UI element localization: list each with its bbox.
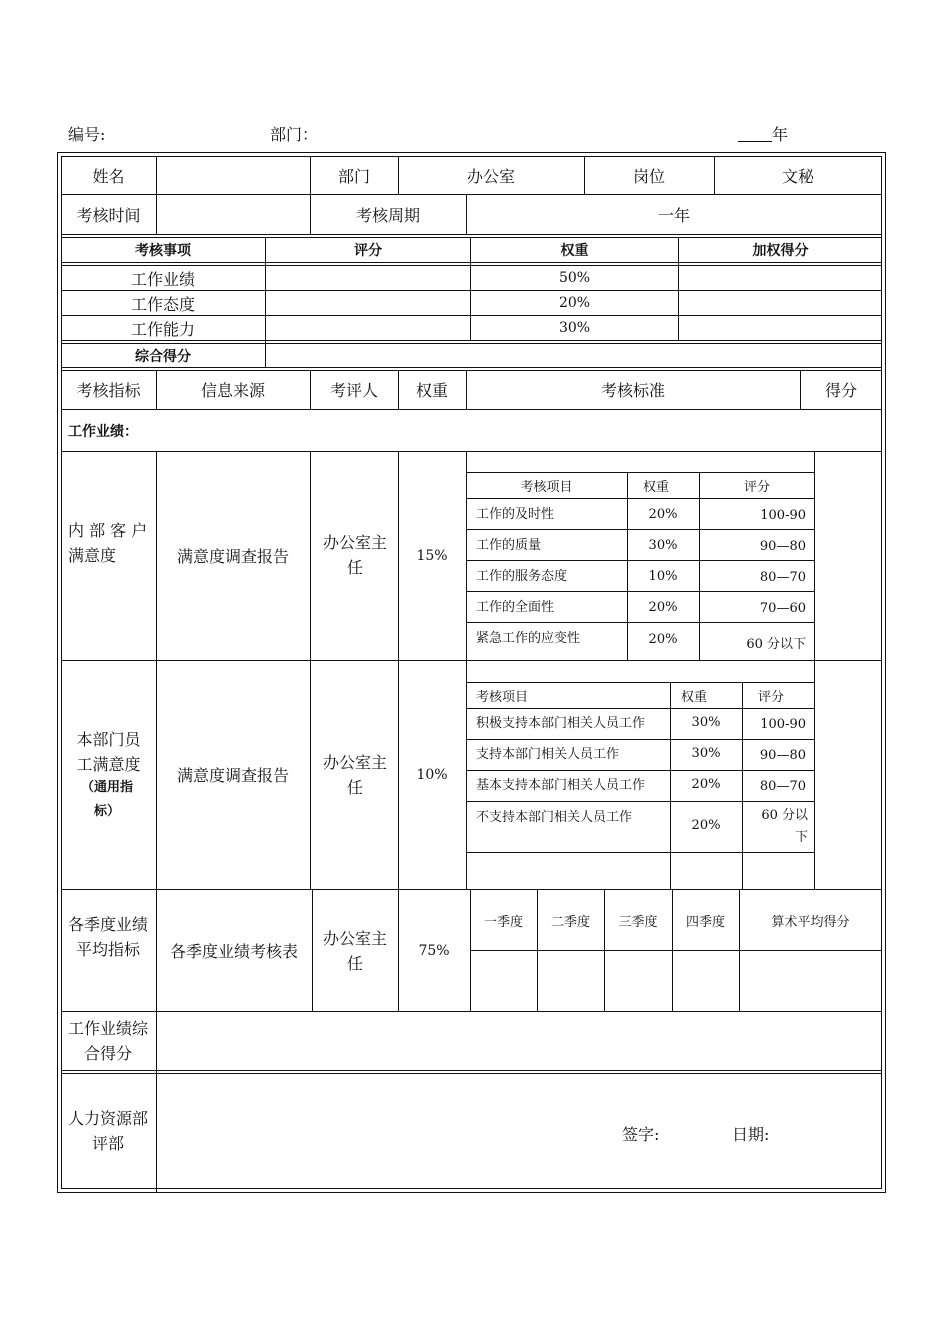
row1-sub-header-item: 考核项目 (520, 480, 573, 495)
row2-indicator-note: （通用指标） (80, 780, 133, 819)
row3-indicator: 各季度业绩平均指标 (68, 915, 149, 959)
row2-sub-header-item: 考核项目 (476, 690, 529, 705)
row2-source: 满意度调查报告 (176, 766, 289, 785)
row1-sub-score: 60 分以下 (746, 636, 806, 652)
row4-label: 工作业绩综合得分 (68, 1019, 149, 1063)
time-field[interactable] (157, 195, 309, 233)
row3-average-label: 算术平均得分 (771, 914, 850, 930)
summary-header-weight: 权重 (560, 243, 589, 259)
row2-sub-weight: 30% (691, 715, 721, 730)
period-value: 一年 (657, 205, 690, 225)
dept-value: 办公室 (466, 166, 515, 186)
year-label: 年 (772, 125, 789, 144)
row5-label: 人力资源部评部 (68, 1109, 149, 1153)
row2-sub-item: 基本支持本部门相关人员工作 (476, 778, 646, 793)
summary-header-weighted: 加权得分 (752, 243, 809, 259)
row3-reviewer: 办公室主任 (322, 929, 387, 973)
row2-sub-weight: 20% (691, 817, 721, 833)
row2-sub-item: 不支持本部门相关人员工作 (476, 810, 633, 825)
row1-sub-weight: 20% (648, 506, 678, 522)
row2-sub-score: 60 分以下 (761, 808, 808, 845)
row1-sub-header-weight: 权重 (642, 480, 669, 495)
row1-sub-item: 紧急工作的应变性 (476, 631, 581, 646)
row3-source: 各季度业绩考核表 (169, 942, 298, 961)
detail-header-standard: 考核标准 (600, 381, 665, 400)
sign-label: 签字: (622, 1125, 660, 1144)
row1-sub-weight: 20% (648, 599, 678, 615)
summary-total-label: 综合得分 (135, 348, 191, 365)
row3-quarter: 四季度 (685, 914, 725, 930)
row1-sub-weight: 20% (648, 631, 678, 647)
row1-sub-weight: 30% (648, 537, 678, 553)
name-field[interactable] (157, 157, 309, 193)
summary-item-attitude: 工作态度 (130, 294, 195, 314)
row2-indicator-line2: 工满意度 (76, 754, 141, 774)
detail-header-score: 得分 (824, 381, 857, 400)
summary-weight-ability: 30% (558, 320, 591, 336)
detail-header-source: 信息来源 (200, 381, 265, 400)
row2-weight: 10% (416, 766, 448, 783)
row1-sub-item: 工作的质量 (476, 538, 542, 553)
dept-label: 部门 (337, 166, 370, 186)
row1-sub-header-score: 评分 (743, 480, 770, 495)
row3-quarter: 二季度 (550, 914, 590, 930)
row1-sub-score: 100-90 (760, 508, 806, 523)
row1-sub-item: 工作的服务态度 (476, 569, 568, 584)
row1-indicator: 内 部 客 户满意度 (68, 521, 148, 565)
row2-sub-header-weight: 权重 (680, 690, 707, 705)
summary-weight-attitude: 20% (558, 295, 591, 311)
row2-sub-score: 90—80 (759, 748, 806, 763)
row1-sub-score: 80—70 (759, 570, 806, 585)
row3-quarter: 一季度 (483, 914, 523, 930)
summary-weight-performance: 50% (558, 270, 591, 286)
row2-sub-item: 支持本部门相关人员工作 (476, 747, 620, 762)
post-value: 文秘 (781, 166, 814, 186)
row2-sub-item: 积极支持本部门相关人员工作 (476, 716, 646, 731)
row2-sub-weight: 30% (691, 746, 721, 761)
row1-source: 满意度调查报告 (176, 547, 289, 566)
date-label: 日期: (732, 1125, 770, 1144)
name-label: 姓名 (92, 166, 125, 186)
summary-item-ability: 工作能力 (130, 319, 195, 339)
dept-header-label: 部门： (270, 125, 319, 144)
row1-sub-weight: 10% (648, 568, 678, 584)
period-label: 考核周期 (355, 205, 420, 225)
row2-sub-score: 80—70 (759, 779, 806, 794)
summary-header-score: 评分 (354, 243, 382, 259)
row1-sub-item: 工作的全面性 (476, 600, 555, 615)
row2-sub-weight: 20% (691, 777, 721, 792)
row2-sub-header-score: 评分 (757, 690, 784, 705)
summary-item-performance: 工作业绩 (130, 269, 195, 289)
row1-sub-item: 工作的及时性 (476, 507, 555, 522)
row2-reviewer: 办公室主任 (322, 753, 387, 797)
row3-weight: 75% (418, 942, 450, 959)
serial-label: 编号: (68, 125, 106, 144)
detail-header-reviewer: 考评人 (329, 381, 378, 400)
section-title: 工作业绩： (68, 423, 138, 440)
detail-header-indicator: 考核指标 (76, 381, 141, 400)
row1-reviewer: 办公室主任 (322, 533, 387, 577)
row1-weight: 15% (416, 547, 448, 564)
row1-sub-score: 70—60 (759, 601, 806, 616)
detail-header-weight: 权重 (415, 381, 448, 400)
row2-indicator-line1: 本部门员 (76, 729, 141, 749)
summary-header-item: 考核事项 (135, 243, 191, 259)
year-blank (738, 141, 772, 142)
row2-sub-score: 100-90 (760, 717, 806, 732)
row1-sub-score: 90—80 (759, 539, 806, 554)
time-label: 考核时间 (76, 205, 141, 225)
post-label: 岗位 (632, 166, 665, 186)
row3-quarter: 三季度 (618, 914, 658, 930)
